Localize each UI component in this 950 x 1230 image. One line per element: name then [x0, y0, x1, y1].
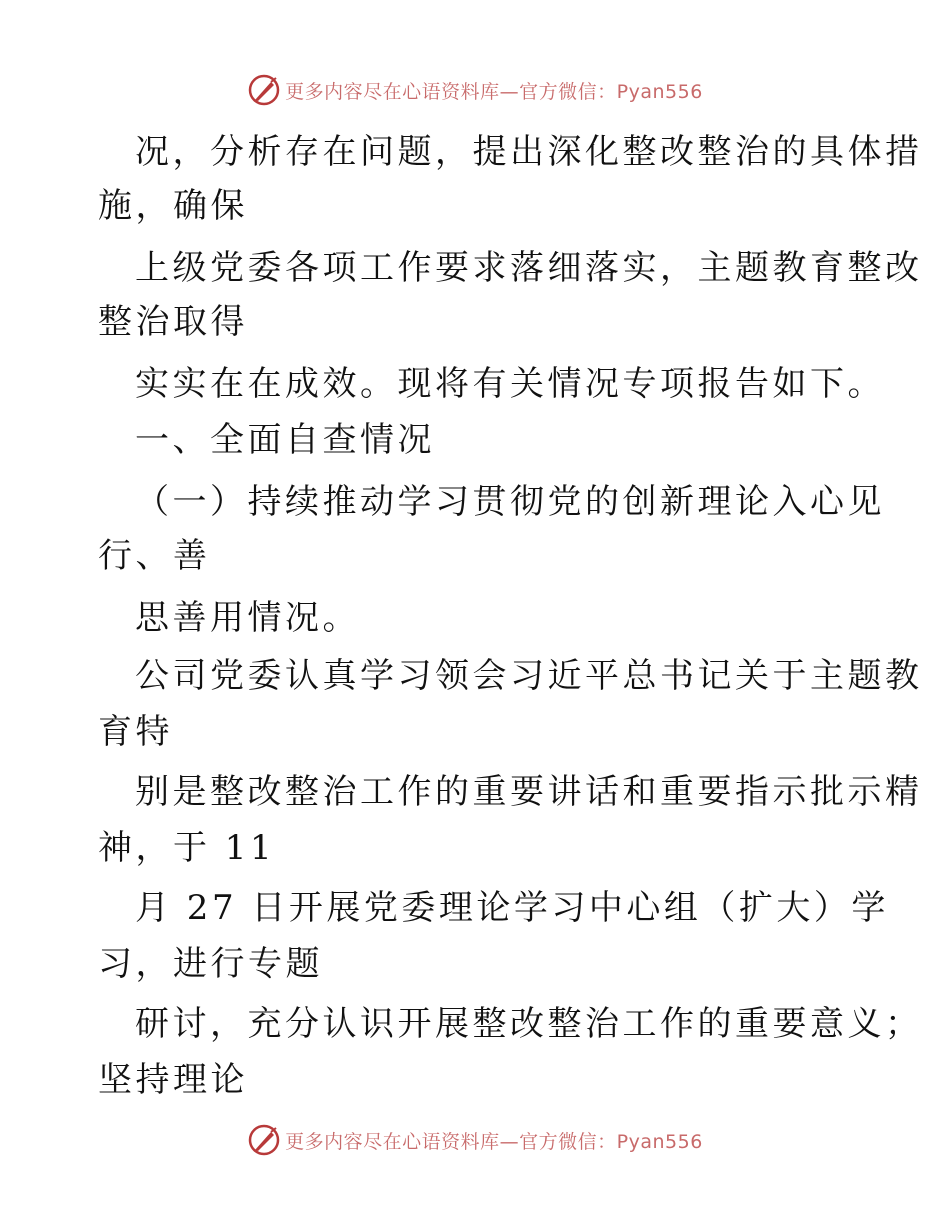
body-line: 整治取得: [98, 302, 248, 342]
watermark-text: 更多内容尽在心语资料库—官方微信：Pyan556: [285, 1130, 703, 1153]
watermark-text: 更多内容尽在心语资料库—官方微信：Pyan556: [285, 80, 703, 103]
body-line: 育特: [98, 712, 173, 752]
body-line: 研讨，充分认识开展整改整治工作的重要意义；: [135, 1004, 923, 1044]
body-line: 上级党委各项工作要求落细落实，主题教育整改: [135, 248, 923, 288]
quill-pen-logo-icon: [247, 73, 281, 107]
body-line: 神，于 11: [98, 828, 276, 868]
body-line: 习，进行专题: [98, 944, 323, 984]
body-line: 思善用情况。: [135, 598, 360, 638]
quill-pen-logo-icon: [247, 1123, 281, 1157]
body-line: 施，确保: [98, 186, 248, 226]
body-line: 别是整改整治工作的重要讲话和重要指示批示精: [135, 772, 923, 812]
body-line: 月 27 日开展党委理论学习中心组（扩大）学: [135, 888, 889, 928]
body-line: 况，分析存在问题，提出深化整改整治的具体措: [135, 132, 923, 172]
footer-watermark: [0, 1122, 950, 1158]
body-line: 实实在在成效。现将有关情况专项报告如下。: [135, 364, 885, 404]
body-line: 坚持理论: [98, 1060, 248, 1100]
header-watermark: [0, 72, 950, 108]
body-line: 公司党委认真学习领会习近平总书记关于主题教: [135, 656, 923, 696]
body-line: 行、善: [98, 536, 211, 576]
subsection-heading: （一）持续推动学习贯彻党的创新理论入心见: [135, 482, 885, 522]
section-heading: 一、全面自查情况: [135, 420, 435, 460]
